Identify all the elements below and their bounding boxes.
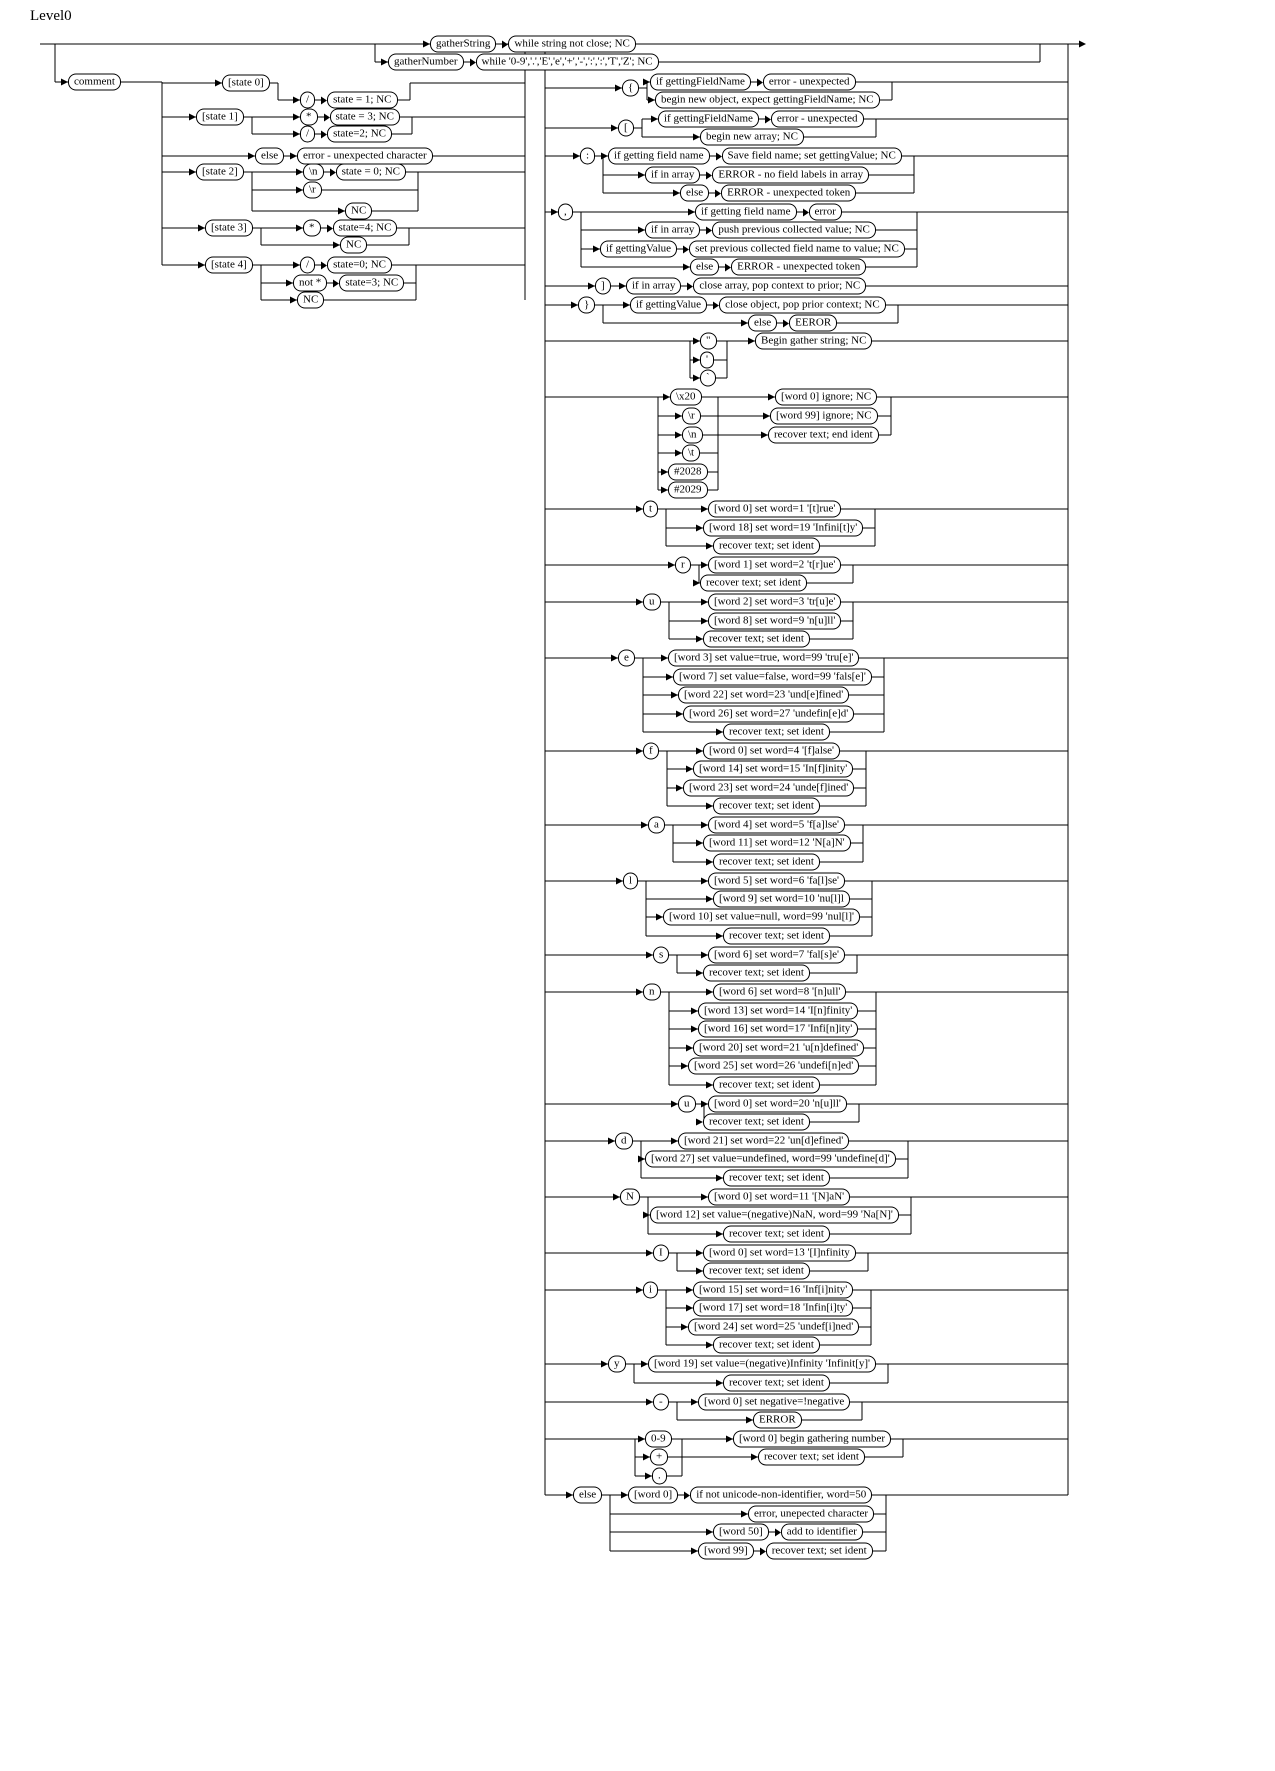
arrow-connector [707,301,719,310]
action-box: [word 0] set word=13 '[I]nfinity [703,1245,856,1262]
diagram-row [775,389,877,406]
diagram-row [678,1133,849,1150]
action-box: [word 99] [698,1543,754,1560]
diagram-row [340,237,367,254]
diagram-row [678,687,849,704]
action-box: if getting field name [695,204,797,221]
diagram-row [645,167,869,184]
diagram-row [297,292,324,309]
action-box: if gettingFieldName [658,111,759,128]
diagram-row [693,1282,853,1299]
token-box: u [678,1096,696,1113]
diagram-row [723,1226,830,1243]
arrow-connector [324,168,336,177]
arrow-connector [496,40,508,49]
diagram-row [713,984,846,1001]
diagram-row [703,1245,856,1262]
action-box: while string not close; NC [508,36,636,53]
token-box: : [580,148,595,165]
diagram-row [345,203,372,220]
action-box: recover text; set ident [713,798,820,815]
action-box: [word 21] set word=22 'un[d]efined' [678,1133,849,1150]
action-box: [word 18] set word=19 'Infini[t]y' [703,520,863,537]
diagram-row [668,650,859,667]
action-box: recover text; set ident [713,1077,820,1094]
diagram-row [300,257,392,274]
token-box: N [620,1189,640,1206]
diagram-row [708,594,841,611]
diagram-row [688,1058,859,1075]
action-box: [word 6] set word=8 '[n]ull' [713,984,846,1001]
action-box: error [809,204,842,221]
diagram-row [628,1487,872,1504]
diagram-row [708,613,841,630]
arrow-connector [797,208,809,217]
diagram-row [608,148,902,165]
action-box: set previous collected field name to value; NC [689,241,905,258]
diagram-row [680,185,856,202]
action-box: [word 0] set word=11 '[N]aN' [708,1189,850,1206]
action-box: [word 13] set word=14 'I[n]finity' [698,1003,858,1020]
action-box: recover text; set ident [723,1170,830,1187]
diagram-row [630,297,886,314]
arrow-connector [315,130,327,139]
diagram-row [708,817,845,834]
token-box: e [618,650,635,667]
action-box: [word 12] set value=(negative)NaN, word=99 'Na[N]' [650,1207,899,1224]
action-box: [word 5] set word=6 'fa[l]se' [708,873,845,890]
diagram-row [600,241,905,258]
action-box: recover text; set ident [723,1226,830,1243]
arrow-connector [681,282,693,291]
diagram-row [713,538,820,555]
token-box: [state 4] [205,257,253,274]
action-box: ERROR - no field labels in array [712,167,869,184]
token-box: l [623,873,638,890]
action-box: close array, pop context to prior; NC [693,278,866,295]
token-box: \r [682,408,701,425]
token-box: #2029 [668,482,708,499]
token-box: [state 2] [196,164,244,181]
diagram-row [388,54,659,71]
action-box: [word 0] begin gathering number [733,1431,891,1448]
diagram-row [708,557,841,574]
action-box: ERROR - unexpected token [731,259,866,276]
action-box: recover text; set ident [700,575,807,592]
token-box: f [643,743,659,760]
action-box: [word 25] set word=26 'undefi[n]ed' [688,1058,859,1075]
diagram-row [655,92,880,109]
action-box: [word 0] set word=20 'n[u]ll' [708,1096,847,1113]
action-box: recover text; set ident [703,1263,810,1280]
token-box: s [653,947,669,964]
action-box: state = 0; NC [336,164,406,181]
diagram-row [293,275,404,292]
token-box: else [255,148,284,165]
diagram-row [693,761,853,778]
action-box: NC [340,237,367,254]
action-box: error - unexpected [763,74,856,91]
action-box: recover text; set ident [713,1337,820,1354]
token-box: a [648,817,665,834]
diagram-row [300,92,398,109]
action-box: recover text; set ident [723,1375,830,1392]
action-box: * [303,220,321,237]
arrow-connector [321,224,333,233]
token-box: , [558,204,573,221]
action-box: state=0; NC [327,257,392,274]
token-box: ' [700,352,714,369]
arrow-connector [327,279,339,288]
action-box: if in array [645,222,700,239]
action-box: \r [303,182,322,199]
action-box: recover text; set ident [723,724,830,741]
diagram-row [713,854,820,871]
token-box: " [700,333,717,350]
diagram-row [703,631,810,648]
action-box: recover text; set ident [723,928,830,945]
diagram-row [748,315,837,332]
action-box: ERROR [753,1412,802,1429]
arrow-connector [464,58,476,67]
diagram-title: Level0 [30,8,72,24]
diagram-row [713,798,820,815]
diagram-row [753,1412,802,1429]
token-box: { [622,80,639,97]
action-box: Save field name; set gettingValue; NC [722,148,902,165]
token-box: \x20 [670,389,702,406]
token-box: [state 1] [196,109,244,126]
action-box: [word 8] set word=9 'n[u]ll' [708,613,841,630]
action-box: recover text; set ident [703,1114,810,1131]
action-box: gatherNumber [388,54,464,71]
diagram-row [673,669,872,686]
action-box: state = 1; NC [327,92,397,109]
token-box: #2028 [668,464,708,481]
action-box: error - unexpected character [297,148,433,165]
action-box: if not unicode-non-identifier, word=50 [690,1487,872,1504]
token-box: . [652,1468,667,1485]
token-box: comment [68,74,121,91]
action-box: NC [297,292,324,309]
diagram-row [723,928,830,945]
token-box: ] [595,278,611,295]
diagram-row [713,891,850,908]
token-box: r [675,557,691,574]
diagram-row [755,333,872,350]
arrow-connector [678,1491,690,1500]
arrow-connector [315,261,327,270]
diagram-row [708,873,845,890]
action-box: [word 9] set word=10 'nu[l]l [713,891,850,908]
action-box: not * [293,275,327,292]
action-box: [word 23] set word=24 'unde[f]ined' [683,780,854,797]
diagram-row [733,1431,891,1448]
diagram-row [713,1337,820,1354]
action-box: else [690,259,719,276]
action-box: recover text; end ident [768,427,879,444]
diagram-row [698,1003,858,1020]
diagram-row [297,148,433,165]
diagram-row [708,947,845,964]
action-box: [word 1] set word=2 't[r]ue' [708,557,841,574]
action-box: state=4; NC [333,220,398,237]
action-box: recover text; set ident [758,1449,865,1466]
action-box: / [300,257,315,274]
action-box: [word 2] set word=3 'tr[u]e' [708,594,841,611]
diagram-row [748,1506,874,1523]
token-box: else [573,1487,602,1504]
diagram-row [695,204,842,221]
diagram-row [300,109,400,126]
diagram-row [683,780,854,797]
diagram-row [430,36,636,53]
action-box: error, unepected character [748,1506,874,1523]
action-box: [word 0] set word=1 '[t]rue' [708,501,841,518]
arrow-connector [700,171,712,180]
action-box: add to identifier [781,1524,863,1541]
action-box: recover text; set ident [713,854,820,871]
action-box: recover text; set ident [703,965,810,982]
action-box: [word 3] set value=true, word=99 'tru[e]' [668,650,859,667]
action-box: [word 26] set word=27 'undefin[e]d' [683,706,854,723]
token-box: + [650,1449,668,1466]
action-box: * [300,109,318,126]
diagram-row [758,1449,865,1466]
action-box: [word 50] [713,1524,769,1541]
action-box: begin new object, expect gettingFieldName; NC [655,92,880,109]
action-box: [word 19] set value=(negative)Infinity 'Infinit[y]' [648,1356,876,1373]
token-box: \n [682,427,703,444]
action-box: [word 6] set word=7 'fal[s]e' [708,947,845,964]
action-box: [word 24] set word=25 'undef[i]ned' [688,1319,859,1336]
arrow-connector [677,245,689,254]
diagram-row [626,278,866,295]
diagram-row [658,111,864,128]
action-box: / [300,126,315,143]
token-box: n [643,984,661,1001]
diagram-row [723,724,830,741]
diagram-row [703,835,851,852]
action-box: gatherString [430,36,496,53]
diagram-row [700,575,807,592]
action-box: recover text; set ident [713,538,820,555]
diagram-row [688,1319,859,1336]
token-box: i [643,1282,658,1299]
action-box: Begin gather string; NC [755,333,872,350]
arrow-connector [777,319,789,328]
diagram-row [698,1543,873,1560]
action-box: NC [345,203,372,220]
diagram-row [703,1114,810,1131]
token-box: y [608,1356,626,1373]
action-box: else [680,185,709,202]
action-box: else [748,315,777,332]
action-box: [word 4] set word=5 'f[a]lse' [708,817,845,834]
arrow-connector [754,1547,766,1556]
action-box: [word 0] set negative=!negative [698,1394,850,1411]
diagram-row [645,1151,896,1168]
diagram-row [303,182,322,199]
action-box: [word 0] [628,1487,678,1504]
action-box: if in array [626,278,681,295]
diagram-row [698,1394,850,1411]
action-box: \n [303,164,324,181]
token-box: u [643,594,661,611]
diagram-row [768,427,879,444]
diagram-row [650,74,856,91]
action-box: begin new array; NC [700,129,804,146]
action-box: if gettingFieldName [650,74,751,91]
action-box: [word 0] ignore; NC [775,389,877,406]
action-box: [word 17] set word=18 'Infin[i]ty' [693,1300,853,1317]
diagram-row [300,126,392,143]
diagram-row [713,1077,820,1094]
arrow-connector [710,152,722,161]
action-box: recover text; set ident [766,1543,873,1560]
token-box: [ [618,120,634,137]
diagram-row [723,1170,830,1187]
action-box: state=3; NC [339,275,404,292]
diagram-row [770,408,878,425]
action-box: if gettingValue [630,297,707,314]
token-box: d [615,1133,633,1150]
action-box: state = 3; NC [330,109,400,126]
arrow-connector [315,96,327,105]
token-box: I [653,1245,669,1262]
diagram-row [698,1021,858,1038]
action-box: [word 7] set value=false, word=99 'fals[e]' [673,669,872,686]
diagram-row [303,220,397,237]
action-box: close object, pop prior context; NC [719,297,886,314]
diagram-row [645,222,876,239]
action-box: recover text; set ident [703,631,810,648]
diagram-row [708,501,841,518]
action-box: while '0-9','.','E','e','+','-',':',':','T','Z'; NC [476,54,659,71]
action-box: if gettingValue [600,241,677,258]
arrow-connector [700,226,712,235]
diagram-row [703,1263,810,1280]
action-box: error - unexpected [771,111,864,128]
arrow-connector [318,113,330,122]
action-box: [word 20] set word=21 'u[n]defined' [693,1040,864,1057]
diagram-row [663,909,860,926]
action-box: [word 10] set value=null, word=99 'nul[l]' [663,909,860,926]
action-box: EEROR [789,315,837,332]
diagram-row [708,1189,850,1206]
token-box: - [653,1394,669,1411]
diagram-row [650,1207,899,1224]
diagram-row [693,1300,853,1317]
diagram-row [648,1356,876,1373]
token-box: \t [682,445,700,462]
action-box: [word 99] ignore; NC [770,408,878,425]
token-box: [state 0] [222,75,270,92]
action-box: [word 15] set word=16 'Inf[i]nity' [693,1282,853,1299]
diagram-row [723,1375,830,1392]
token-box: t [643,501,658,518]
action-box: ERROR - unexpected token [721,185,856,202]
diagram-row [703,965,810,982]
action-box: [word 22] set word=23 'und[e]fined' [678,687,849,704]
token-box: } [578,297,595,314]
action-box: state=2; NC [327,126,392,143]
arrow-connector [751,78,763,87]
token-box: 0-9 [645,1431,672,1448]
action-box: [word 27] set value=undefined, word=99 'undefine[d]' [645,1151,896,1168]
action-box: / [300,92,315,109]
arrow-connector [719,263,731,272]
token-box: ` [700,370,716,387]
arrow-connector [759,115,771,124]
diagram-row [690,259,866,276]
diagram-row [713,1524,863,1541]
action-box: [word 11] set word=12 'N[a]N' [703,835,851,852]
diagram-row [700,129,804,146]
diagram-row [683,706,854,723]
action-box: [word 16] set word=17 'Infi[n]ity' [698,1021,858,1038]
diagram-row [693,1040,864,1057]
diagram-row [703,743,840,760]
arrow-connector [709,189,721,198]
token-box: [state 3] [205,220,253,237]
action-box: [word 14] set word=15 'In[f]inity' [693,761,853,778]
action-box: if in array [645,167,700,184]
action-box: if getting field name [608,148,710,165]
action-box: push previous collected value; NC [712,222,876,239]
diagram-row [703,520,863,537]
arrow-connector [769,1528,781,1537]
diagram-row [708,1096,847,1113]
action-box: [word 0] set word=4 '[f]alse' [703,743,840,760]
diagram-row [303,164,406,181]
